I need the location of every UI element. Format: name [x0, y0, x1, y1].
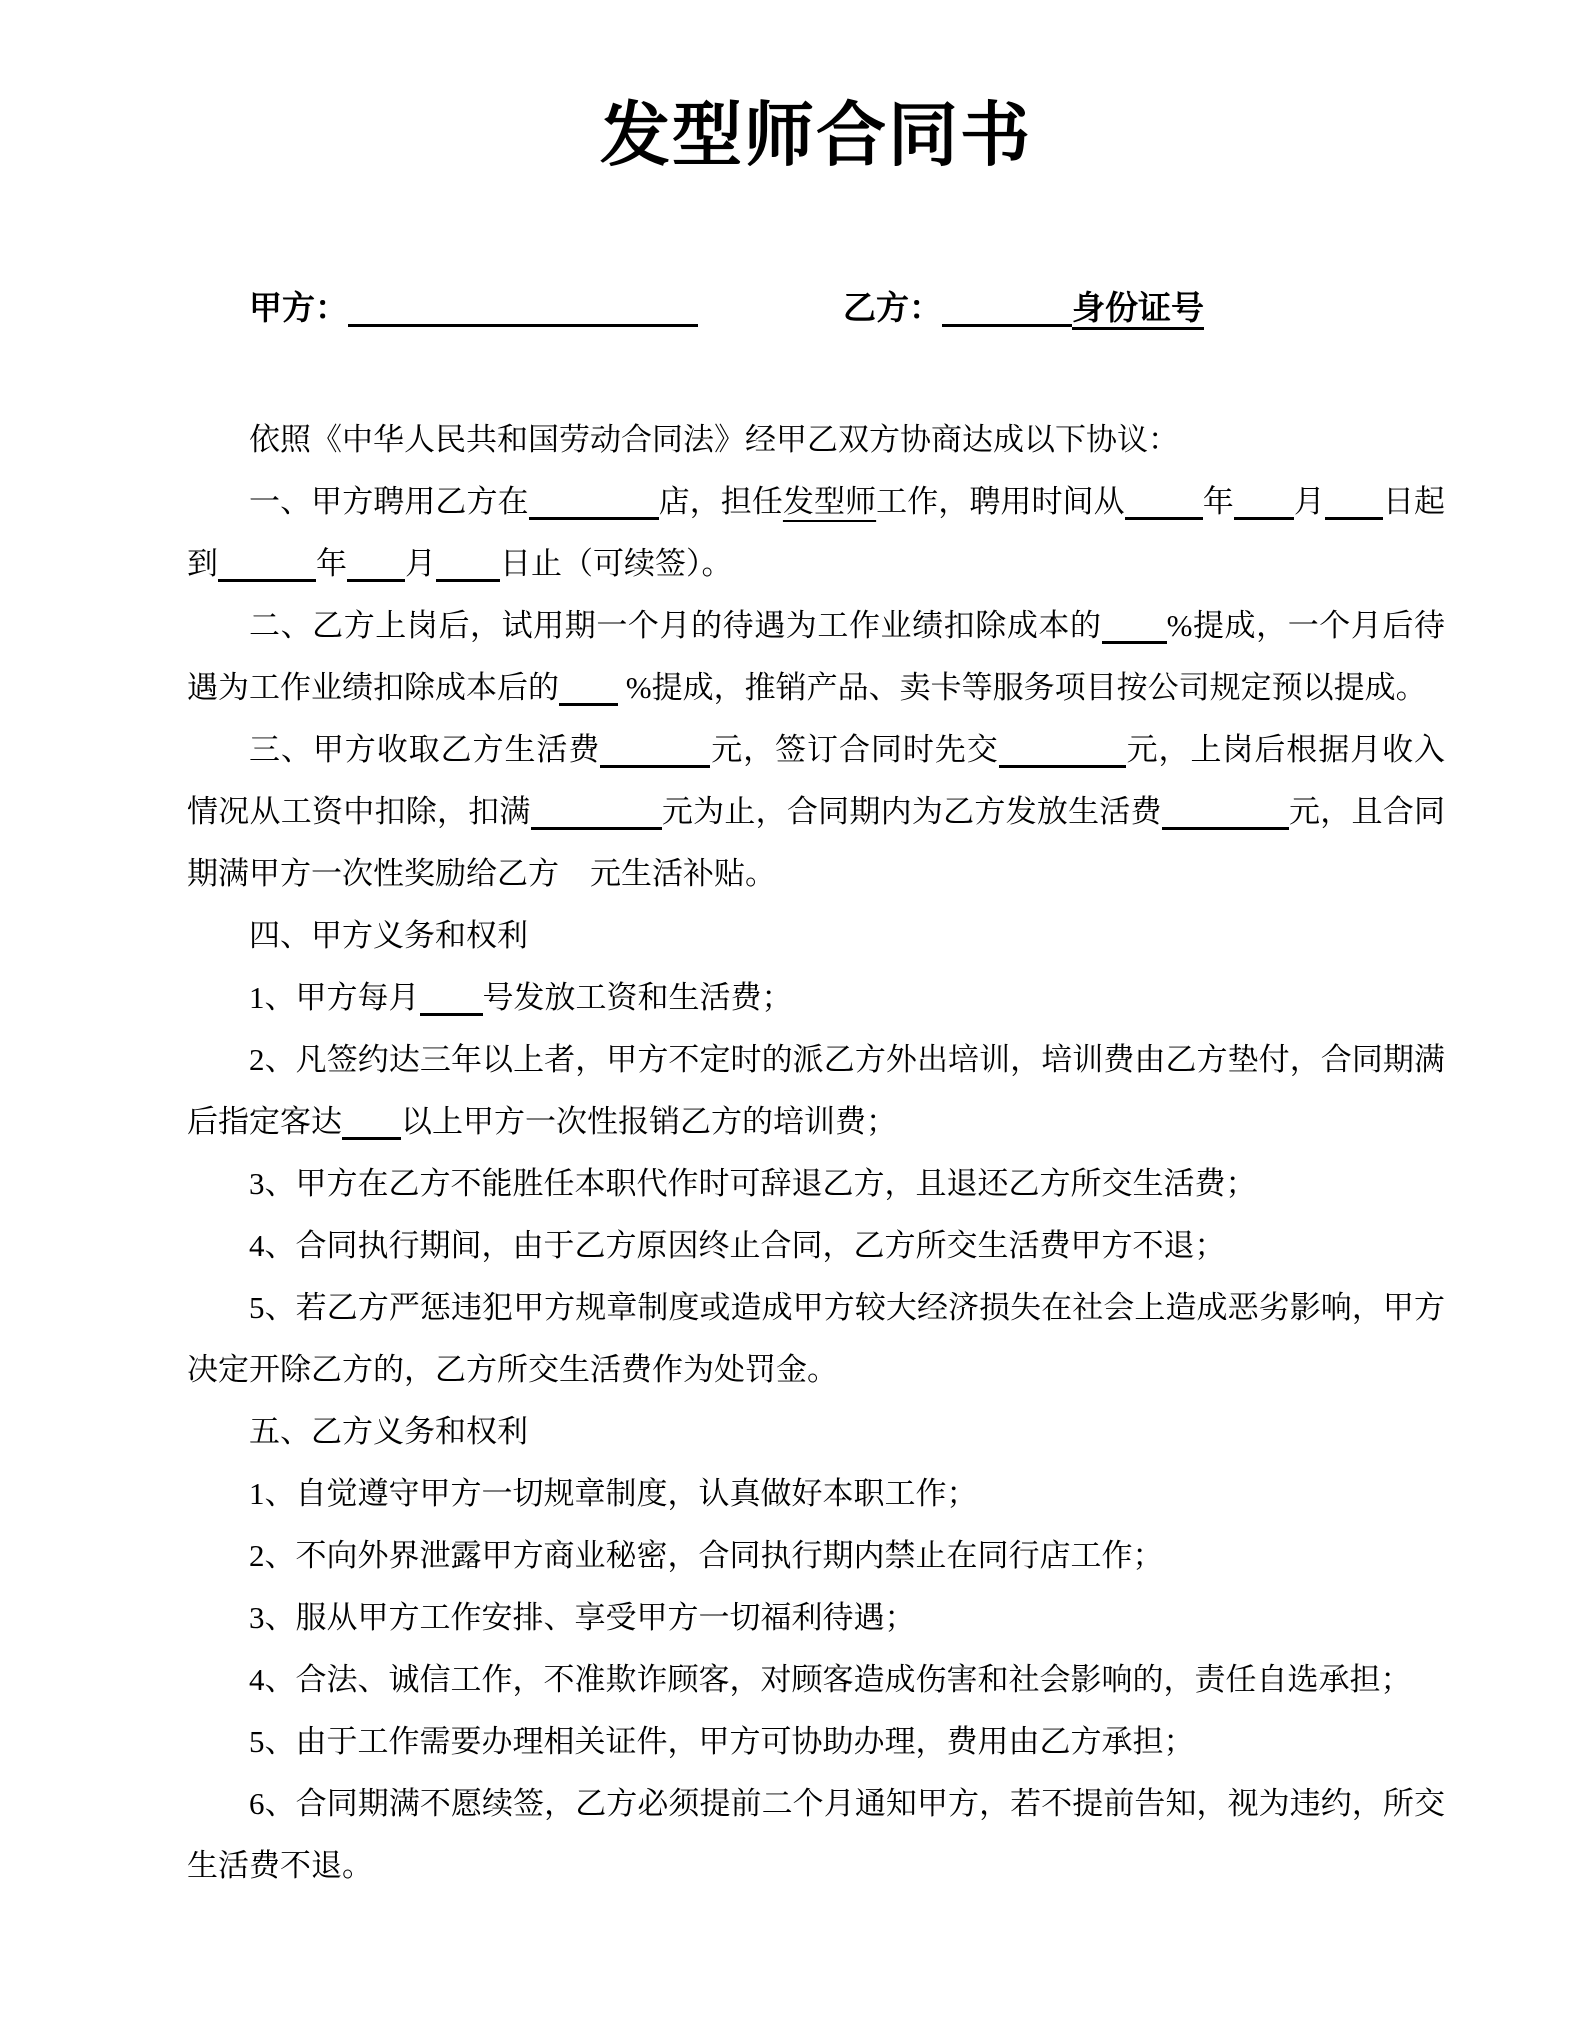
text-run: 1、甲方每月 [249, 980, 420, 1015]
text-run: 6、合同期满不愿续签，乙方必须提前二个月通知甲方，若不提前告知，视为违约，所交生活费不退。 [187, 1786, 1445, 1883]
blank-field[interactable] [999, 765, 1126, 768]
clause-1 [187, 471, 1445, 595]
text-run: 2、不向外界泄露甲方商业秘密，合同执行期内禁止在同行店工作； [249, 1538, 1164, 1573]
blank-field[interactable] [529, 517, 659, 520]
text-run: 以上甲方一次性报销乙方的培训费； [401, 1104, 897, 1139]
clause-5-item-4 [187, 1649, 1445, 1711]
document-body [187, 289, 1445, 1897]
blank-field[interactable] [348, 324, 698, 327]
blank-field[interactable] [1125, 517, 1203, 520]
text-run: 4、合法、诚信工作，不准欺诈顾客，对顾客造成伤害和社会影响的，责任自选承担； [249, 1662, 1412, 1697]
blank-field[interactable] [1162, 827, 1289, 830]
clause-5-item-6 [187, 1773, 1445, 1897]
text-run: 甲方： [249, 291, 348, 327]
underlined-text: 身份证号 [1072, 291, 1204, 327]
text-run: 五、乙方义务和权利 [249, 1414, 528, 1449]
text-run: 5、若乙方严惩违犯甲方规章制度或造成甲方较大经济损失在社会上造成恶劣影响，甲方决定开除乙方的，乙方所交生活费作为处罚金。 [187, 1290, 1445, 1387]
text-run: 二、乙方上岗后，试用期一个月的待遇为工作业绩扣除成本的 [249, 608, 1102, 643]
text-run: 月 [405, 546, 436, 581]
text-run: 月 [1293, 484, 1325, 519]
text-run: 工作，聘用时间从 [876, 484, 1125, 519]
preamble [187, 409, 1445, 471]
text-run: %提成，一个月后待遇为工作业绩扣除成本后的 [187, 608, 1445, 705]
text-run: 日起到 [187, 484, 1446, 581]
blank-field[interactable] [420, 1013, 483, 1016]
text-run: 3、甲方在乙方不能胜任本职代作时可辞退乙方，且退还乙方所交生活费； [249, 1166, 1257, 1201]
text-run: 元，且合同期满甲方一次性奖励给乙方 元生活补贴。 [187, 794, 1446, 891]
blank-field[interactable] [436, 579, 500, 582]
text-run: 日止（可续签）。 [500, 546, 733, 581]
document-title: 发型师合同书 [600, 98, 1032, 175]
clause-4-heading [187, 905, 1445, 967]
blank-field[interactable] [942, 324, 1072, 327]
blank-field[interactable] [600, 765, 710, 768]
text-run: 3、服从甲方工作安排、享受甲方一切福利待遇； [249, 1600, 916, 1635]
blank-field[interactable] [342, 1137, 401, 1140]
text-run: 年 [316, 546, 347, 581]
text-run: 元，签订合同时先交 [710, 732, 999, 767]
text-run: 元，上岗后根据月收入情况从工资中扣除，扣满 [187, 732, 1446, 829]
text-run: 号发放工资和生活费； [482, 980, 793, 1015]
text-run: 四、甲方义务和权利 [249, 918, 528, 953]
blank-field[interactable] [347, 579, 405, 582]
blank-field[interactable] [1234, 517, 1294, 520]
blank-field[interactable] [531, 827, 662, 830]
blank-field[interactable] [1325, 517, 1383, 520]
clause-5-item-3 [187, 1587, 1445, 1649]
text-run: %提成，推销产品、卖卡等服务项目按公司规定预以提成。 [618, 670, 1427, 705]
text-run: 4、合同执行期间，由于乙方原因终止合同，乙方所交生活费甲方不退； [249, 1228, 1226, 1263]
text-run: 5、由于工作需要办理相关证件，甲方可协助办理，费用由乙方承担； [249, 1724, 1195, 1759]
clause-5-item-1 [187, 1463, 1445, 1525]
party-line [187, 289, 1445, 329]
text-run: 三、甲方收取乙方生活费 [249, 732, 601, 767]
clause-4-item-1 [187, 967, 1445, 1029]
text-run: 2、凡签约达三年以上者，甲方不定时的派乙方外出培训，培训费由乙方垫付，合同期满后指定客达 [187, 1042, 1445, 1139]
text-run: 乙方： [843, 291, 942, 327]
clause-5-item-5 [187, 1711, 1445, 1773]
text-run: 依照《中华人民共和国劳动合同法》经甲乙双方协商达成以下协议： [249, 422, 1179, 457]
clause-5-heading [187, 1401, 1445, 1463]
text-run: 元为止，合同期内为乙方发放生活费 [661, 794, 1162, 829]
clause-2 [187, 595, 1445, 719]
clause-5-item-2 [187, 1525, 1445, 1587]
clause-4-item-4 [187, 1215, 1445, 1277]
blank-field[interactable] [559, 703, 618, 706]
clause-4-item-3 [187, 1153, 1445, 1215]
underlined-text: 发型师 [782, 484, 877, 519]
blank-field[interactable] [218, 579, 316, 582]
text-run: 年 [1202, 484, 1234, 519]
text-run: 店，担任 [658, 484, 783, 519]
text-run: 一、甲方聘用乙方在 [249, 484, 529, 519]
text-run: 1、自觉遵守甲方一切规章制度，认真做好本职工作； [249, 1476, 978, 1511]
clause-4-item-5 [187, 1277, 1445, 1401]
blank-field[interactable] [1102, 641, 1167, 644]
clause-3 [187, 719, 1445, 905]
clause-4-item-2 [187, 1029, 1445, 1153]
